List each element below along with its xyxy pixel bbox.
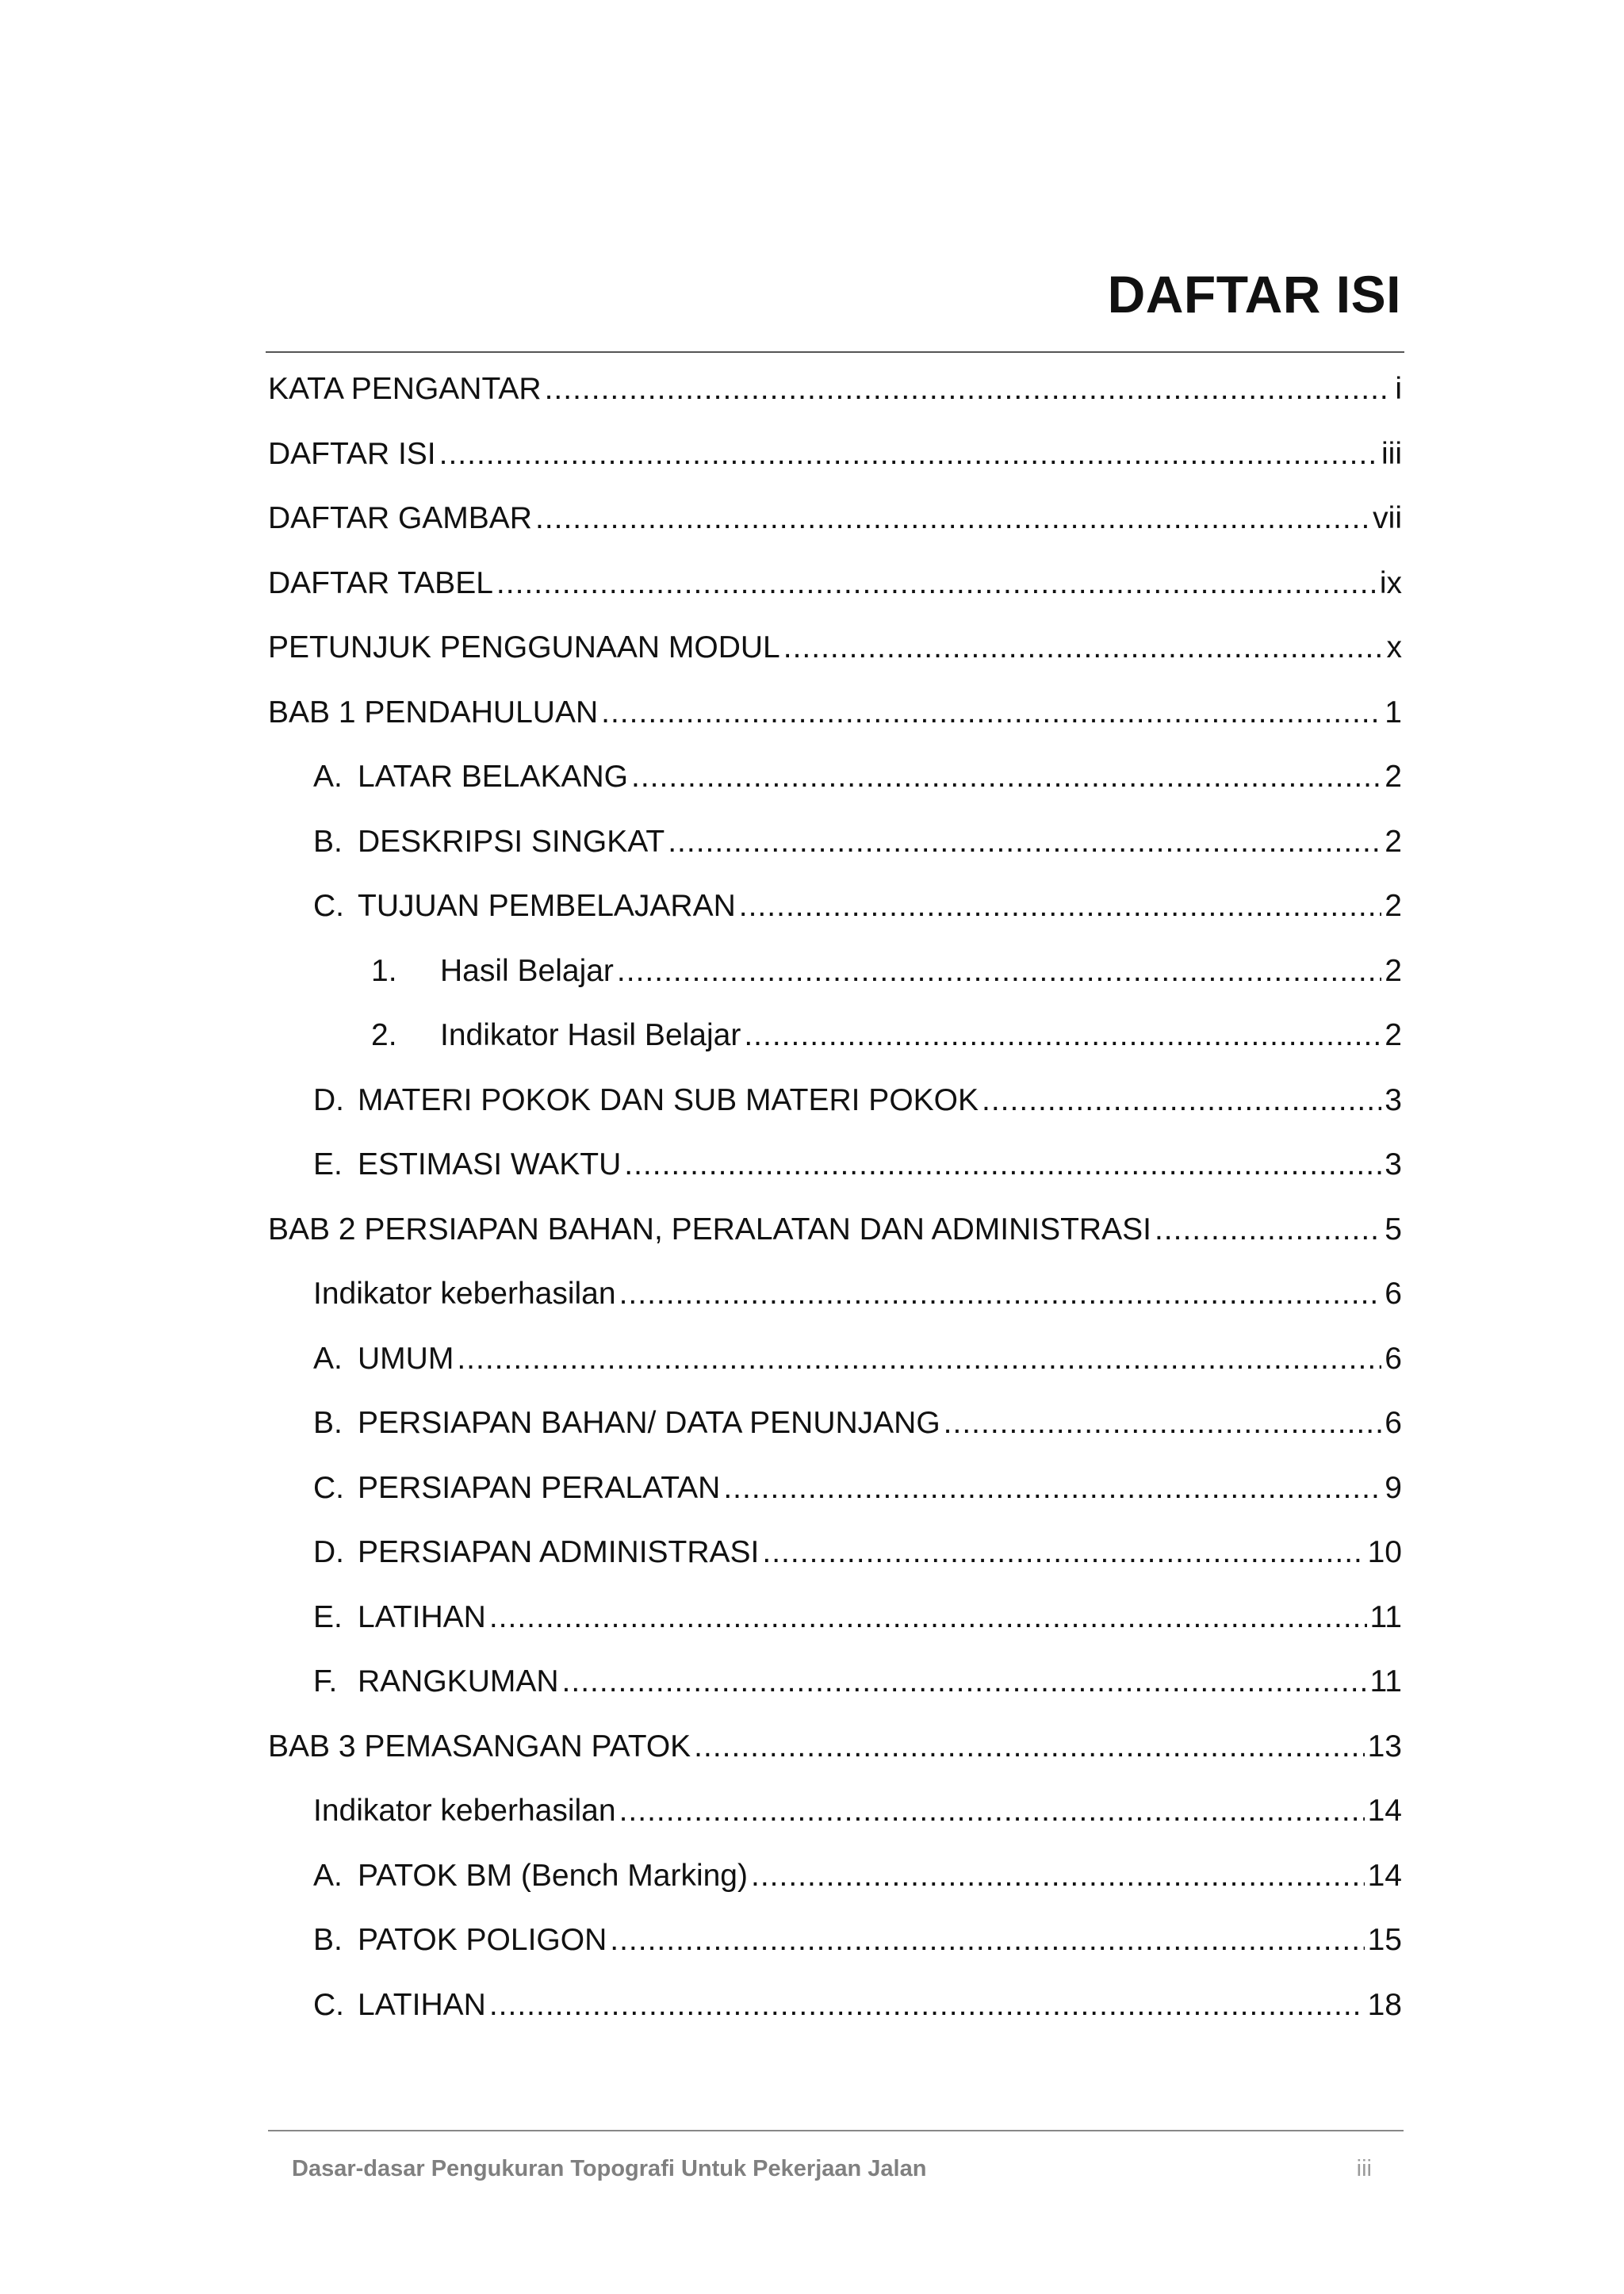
toc-entry-number: C. — [313, 1987, 344, 2022]
toc-entry-number: 2. — [371, 1018, 397, 1052]
toc-entry-title: Hasil Belajar — [440, 953, 614, 988]
footer-title: Dasar-dasar Pengukuran Topografi Untuk Pekerjaan Jalan — [292, 2156, 927, 2181]
footer-divider — [268, 2130, 1404, 2131]
dot-leader — [744, 1003, 1381, 1068]
toc-entry[interactable] — [268, 357, 1402, 422]
toc-entry-page: 6 — [1385, 1406, 1402, 1440]
toc-entry-page: 2 — [1385, 953, 1402, 988]
dot-leader — [762, 1520, 1364, 1585]
toc-entry-title: KATA PENGANTAR — [268, 372, 542, 406]
toc-entry[interactable] — [268, 810, 1402, 875]
toc-entry-title: RANGKUMAN — [358, 1664, 559, 1698]
toc-entry[interactable] — [268, 1132, 1402, 1197]
toc-entry[interactable] — [268, 1262, 1402, 1327]
toc-entry-title: PATOK POLIGON — [358, 1923, 607, 1957]
toc-entry-title: DAFTAR ISI — [268, 436, 436, 471]
toc-entry[interactable] — [268, 1779, 1402, 1844]
toc-entry-title: DESKRIPSI SINGKAT — [358, 824, 665, 859]
toc-entry-title: Indikator Hasil Belajar — [440, 1018, 741, 1052]
toc-entry-page: 10 — [1367, 1535, 1402, 1569]
toc-entry-title: LATAR BELAKANG — [358, 760, 629, 794]
toc-entry-page: 2 — [1385, 760, 1402, 794]
toc-entry-title: PERSIAPAN ADMINISTRASI — [358, 1535, 760, 1569]
dot-leader — [535, 486, 1369, 551]
dot-leader — [610, 1908, 1364, 1973]
toc-entry-page: 14 — [1367, 1858, 1402, 1893]
toc-entry-title: ESTIMASI WAKTU — [358, 1147, 622, 1181]
toc-entry-title: PERSIAPAN BAHAN/ DATA PENUNJANG — [358, 1406, 940, 1440]
dot-leader — [982, 1068, 1381, 1133]
toc-entry[interactable] — [268, 1068, 1402, 1133]
table-of-contents — [268, 357, 1402, 2037]
toc-entry-page: 13 — [1367, 1729, 1402, 1764]
dot-leader — [496, 551, 1377, 616]
toc-entry[interactable] — [268, 1585, 1402, 1650]
dot-leader — [624, 1132, 1381, 1197]
dot-leader — [601, 680, 1381, 745]
toc-entry[interactable] — [268, 1327, 1402, 1392]
toc-entry-title: DAFTAR GAMBAR — [268, 501, 532, 535]
toc-entry-title: MATERI POKOK DAN SUB MATERI POKOK — [358, 1082, 979, 1117]
toc-entry[interactable] — [268, 1973, 1402, 2038]
dot-leader — [439, 422, 1378, 487]
toc-entry[interactable] — [268, 874, 1402, 939]
dot-leader — [723, 1456, 1381, 1521]
toc-entry[interactable] — [268, 745, 1402, 810]
dot-leader — [783, 615, 1384, 680]
toc-entry-title: LATIHAN — [358, 1987, 486, 2022]
dot-leader — [668, 810, 1381, 875]
toc-entry[interactable] — [268, 1197, 1402, 1262]
toc-entry-page: 2 — [1385, 889, 1402, 923]
title-divider — [266, 351, 1404, 353]
toc-entry-page: vii — [1373, 501, 1402, 535]
toc-entry-number: D. — [313, 1082, 344, 1117]
toc-entry-page: x — [1386, 630, 1402, 664]
toc-entry-page: 3 — [1385, 1082, 1402, 1117]
toc-entry-page: 9 — [1385, 1470, 1402, 1505]
toc-entry-number: A. — [313, 1858, 343, 1893]
toc-entry-title: PATOK BM (Bench Marking) — [358, 1858, 748, 1893]
toc-entry[interactable] — [268, 1908, 1402, 1973]
toc-entry[interactable] — [268, 1649, 1402, 1714]
dot-leader — [751, 1844, 1365, 1909]
toc-entry[interactable] — [268, 615, 1402, 680]
toc-entry-title: PERSIAPAN PERALATAN — [358, 1470, 721, 1505]
toc-entry-number: C. — [313, 1470, 344, 1505]
dot-leader — [739, 874, 1382, 939]
toc-entry-title: Indikator keberhasilan — [313, 1277, 616, 1311]
toc-entry-page: ix — [1379, 565, 1402, 600]
toc-entry-title: UMUM — [358, 1341, 454, 1376]
toc-entry-page: 5 — [1385, 1212, 1402, 1247]
toc-entry[interactable] — [268, 486, 1402, 551]
toc-entry-title: PETUNJUK PENGGUNAAN MODUL — [268, 630, 780, 664]
toc-entry[interactable] — [268, 551, 1402, 616]
dot-leader — [631, 745, 1381, 810]
toc-entry-title: LATIHAN — [358, 1599, 486, 1634]
dot-leader — [619, 1262, 1382, 1327]
toc-entry-page: 6 — [1385, 1277, 1402, 1311]
toc-entry-page: iii — [1381, 436, 1402, 471]
toc-entry-title: DAFTAR TABEL — [268, 565, 493, 600]
toc-entry[interactable] — [268, 1391, 1402, 1456]
toc-entry[interactable] — [268, 1003, 1402, 1068]
toc-entry-title: TUJUAN PEMBELAJARAN — [358, 889, 736, 923]
dot-leader — [617, 939, 1381, 1004]
toc-entry-page: 3 — [1385, 1147, 1402, 1181]
toc-entry-page: 2 — [1385, 824, 1402, 859]
toc-entry[interactable] — [268, 1844, 1402, 1909]
toc-entry-number: F. — [313, 1664, 338, 1698]
dot-leader — [619, 1779, 1365, 1844]
dot-leader — [489, 1973, 1365, 2038]
dot-leader — [545, 357, 1392, 422]
toc-entry-page: 15 — [1367, 1923, 1402, 1957]
page-title: DAFTAR ISI — [1107, 265, 1401, 324]
toc-entry-title: Indikator keberhasilan — [313, 1794, 616, 1828]
dot-leader — [457, 1327, 1381, 1392]
dot-leader — [489, 1585, 1367, 1650]
toc-entry-number: E. — [313, 1147, 343, 1181]
toc-entry-page: 2 — [1385, 1018, 1402, 1052]
toc-entry-number: B. — [313, 824, 343, 859]
toc-entry[interactable] — [268, 422, 1402, 487]
dot-leader — [562, 1649, 1367, 1714]
toc-entry[interactable] — [268, 1520, 1402, 1585]
toc-entry-number: C. — [313, 889, 344, 923]
toc-entry-number: 1. — [371, 953, 397, 988]
toc-entry[interactable] — [268, 1456, 1402, 1521]
toc-entry-number: A. — [313, 1341, 343, 1376]
toc-entry-title: BAB 3 PEMASANGAN PATOK — [268, 1729, 691, 1764]
toc-entry-page: 11 — [1369, 1664, 1402, 1698]
toc-entry-number: B. — [313, 1923, 343, 1957]
toc-entry-number: E. — [313, 1599, 343, 1634]
toc-entry-page: i — [1395, 372, 1402, 406]
toc-entry[interactable] — [268, 680, 1402, 745]
toc-entry[interactable] — [268, 939, 1402, 1004]
toc-entry-page: 1 — [1385, 695, 1402, 730]
toc-entry-title: BAB 1 PENDAHULUAN — [268, 695, 599, 730]
toc-entry-page: 6 — [1385, 1341, 1402, 1376]
toc-entry-number: B. — [313, 1406, 343, 1440]
toc-entry-title: BAB 2 PERSIAPAN BAHAN, PERALATAN DAN ADMINISTRASI — [268, 1212, 1151, 1247]
dot-leader — [944, 1391, 1382, 1456]
dot-leader — [1155, 1197, 1381, 1262]
footer-page-number: iii — [1356, 2156, 1372, 2181]
toc-entry-page: 14 — [1367, 1794, 1402, 1828]
toc-entry-number: A. — [313, 760, 343, 794]
dot-leader — [694, 1714, 1364, 1779]
toc-entry-number: D. — [313, 1535, 344, 1569]
toc-entry-page: 11 — [1369, 1599, 1402, 1634]
toc-entry-page: 18 — [1367, 1987, 1402, 2022]
toc-entry[interactable] — [268, 1714, 1402, 1779]
